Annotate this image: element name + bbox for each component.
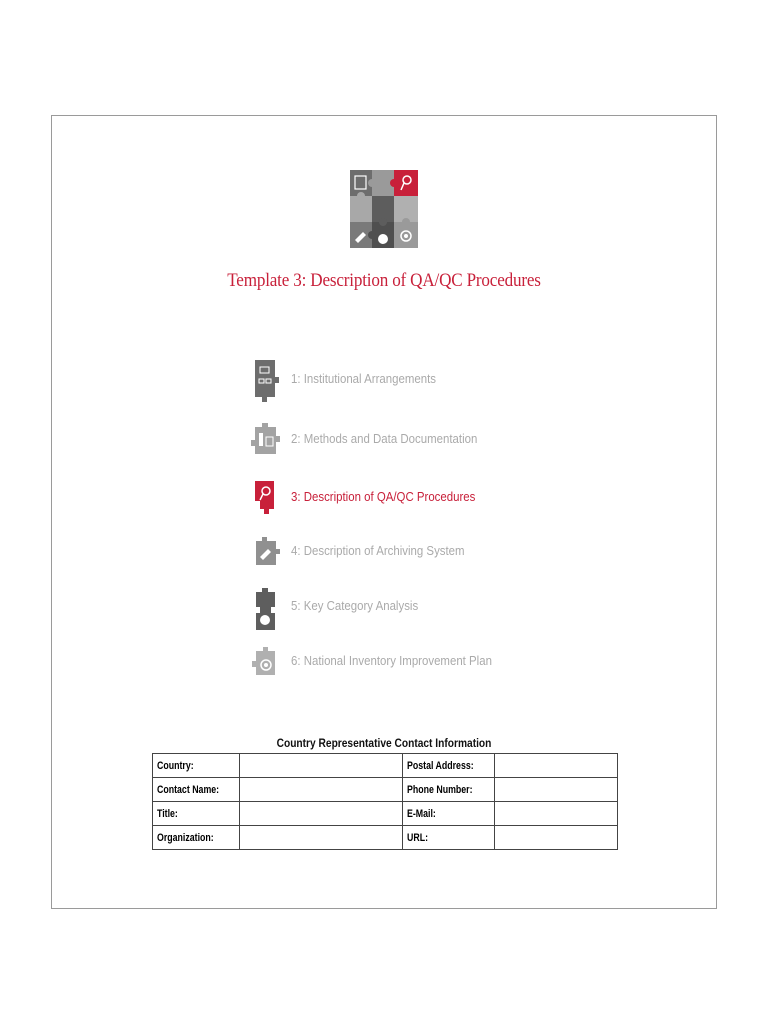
step-item-6[interactable] [248,637,568,685]
title-label: Title: [153,802,240,826]
contact-name-field[interactable] [239,778,402,802]
contact-heading: Country Representative Contact Information [276,736,492,750]
organization-label: Organization: [153,826,240,850]
table-row [153,754,618,778]
step-label: 6: National Inventory Improvement Plan [291,653,492,668]
table-row [153,778,618,802]
country-field[interactable] [239,754,402,778]
postal-address-field[interactable] [494,754,617,778]
step-label: 2: Methods and Data Documentation [291,431,478,446]
step-label: 1: Institutional Arrangements [291,371,436,386]
email-field[interactable] [494,802,617,826]
puzzle-logo-icon [350,170,418,248]
phone-number-label: Phone Number: [402,778,494,802]
step-label: 5: Key Category Analysis [291,598,419,613]
table-row [153,802,618,826]
contact-table [152,753,618,850]
methods-data-puzzle-icon [248,415,282,463]
step-item-1[interactable] [248,355,568,403]
url-label: URL: [402,826,494,850]
email-label: E-Mail: [402,802,494,826]
country-label: Country: [153,754,240,778]
page-title: Template 3: Description of QA/QC Procedures [227,270,541,291]
step-item-2[interactable] [248,415,568,463]
step-label: 4: Description of Archiving System [291,543,465,558]
contact-name-label: Contact Name: [153,778,240,802]
step-item-3[interactable] [248,473,568,521]
title-field[interactable] [239,802,402,826]
step-label: 3: Description of QA/QC Procedures [291,489,476,504]
improvement-plan-puzzle-icon [248,637,282,685]
institutional-arrangements-puzzle-icon [248,355,282,403]
archiving-system-puzzle-icon [248,527,282,575]
step-item-5[interactable] [248,582,568,630]
organization-field[interactable] [239,826,402,850]
url-field[interactable] [494,826,617,850]
key-category-puzzle-icon [248,582,282,630]
qa-qc-puzzle-icon [248,473,282,521]
step-item-4[interactable] [248,527,568,575]
postal-address-label: Postal Address: [402,754,494,778]
phone-number-field[interactable] [494,778,617,802]
table-row [153,826,618,850]
